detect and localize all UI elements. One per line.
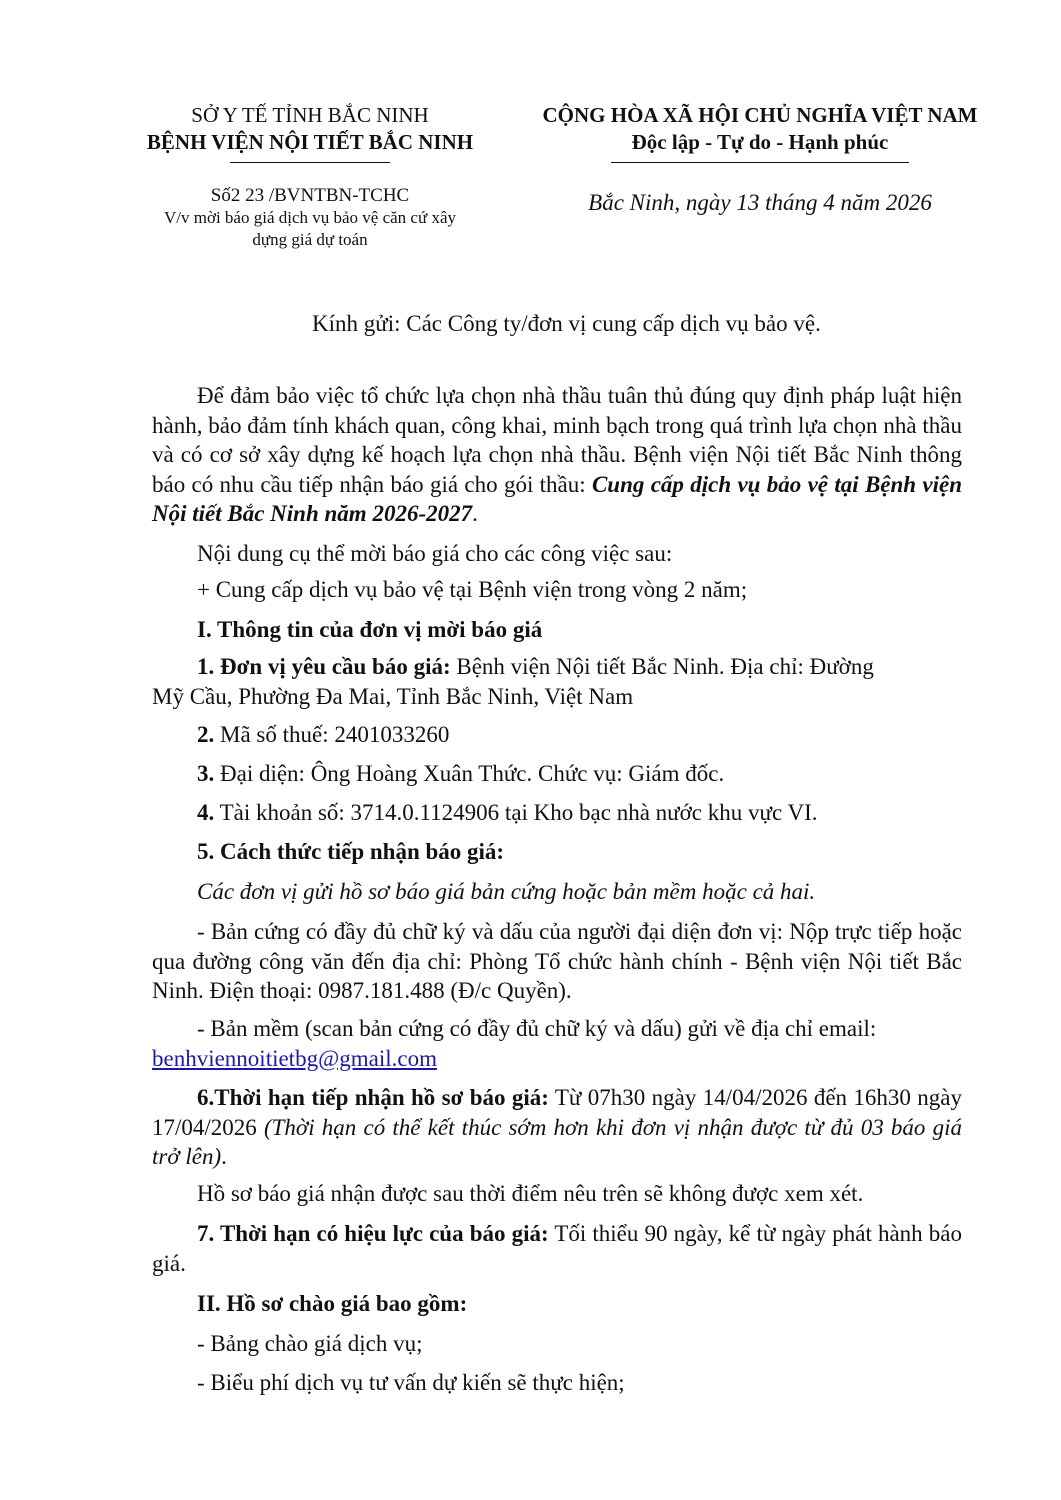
soft-copy-paragraph <box>152 1014 962 1073</box>
hard-copy-text: - Bản cứng có đầy đủ chữ ký và dấu của người đại diện đơn vị: Nộp trực tiếp hoặc qua đường công văn đến địa chỉ: Phòng Tổ chức hành chính - Bệnh viện Nội tiết Bắc Ninh. Điện thoại: 0987.181.488 (Đ/c Quyền). <box>152 919 962 1003</box>
item-5-title: 5. Cách thức tiếp nhận báo giá: <box>197 839 505 864</box>
scope-item: + Cung cấp dịch vụ bảo vệ tại Bệnh viện trong vòng 2 năm; <box>197 577 748 602</box>
representative: Đại diện: Ông Hoàng Xuân Thức. Chức vụ: Giám đốc. <box>214 761 725 786</box>
hospital-name: BỆNH VIỆN NỘI TIẾT BẮC NINH <box>146 130 474 154</box>
section-2-title: II. Hồ sơ chào giá bao gồm: <box>197 1291 468 1316</box>
item-1-text: Bệnh viện Nội tiết Bắc Ninh. Địa chỉ: Đường <box>450 654 874 679</box>
issuer-divider <box>230 162 390 163</box>
hard-copy-paragraph <box>152 917 962 1006</box>
section-2-item: - Bảng chào giá dịch vụ; <box>197 1331 423 1356</box>
intro-text: Để đảm bảo việc tổ chức lựa chọn nhà thầu tuân thủ đúng quy định pháp luật hiện hành, bảo đảm tính khách quan, công khai, minh bạch trong quá trình lựa chọn nhà thầu và có cơ sở xây dựng kế hoạch lựa chọn nhà thầu. Bệnh viện Nội tiết Bắc Ninh thông báo có nhu cầu tiếp nhận báo giá cho gói thầu: <box>152 383 962 497</box>
late-note: Hồ sơ báo giá nhận được sau thời điểm nêu trên sẽ không được xem xét. <box>197 1181 864 1206</box>
document-number: Số2 23 /BVNTBN-TCHC <box>210 185 410 206</box>
place-date: Bắc Ninh, ngày 13 tháng 4 năm 2026 <box>588 190 932 215</box>
intro-paragraph <box>152 381 962 529</box>
item-6-text: Từ 07h30 ngày 14/04/2026 đến 16h30 ngày 17/04/2026 <box>152 1085 962 1140</box>
item-5-note: Các đơn vị gửi hồ sơ báo giá bản cứng hoặc bản mềm hoặc cả hai. <box>197 879 816 904</box>
item-1-label: 1. Đơn vị yêu cầu báo giá: <box>197 654 451 679</box>
issuer-block <box>100 102 520 251</box>
national-header <box>500 102 1020 216</box>
item-2-label: 2. <box>197 722 215 747</box>
item-7 <box>152 1219 962 1278</box>
item-1 <box>152 652 962 711</box>
item-1-address: Mỹ Cầu, Phường Đa Mai, Tỉnh Bắc Ninh, Việt Nam <box>152 683 634 709</box>
soft-copy-text: - Bản mềm (scan bản cứng có đầy đủ chữ ký và dấu) gửi về địa chỉ email: <box>197 1016 877 1041</box>
motto-divider <box>611 162 909 163</box>
national-motto: Độc lập - Tự do - Hạnh phúc <box>631 130 889 154</box>
email-link[interactable]: benhviennoitietbg@gmail.com <box>152 1045 437 1071</box>
item-7-label: 7. Thời hạn có hiệu lực của báo giá: <box>197 1221 549 1246</box>
item-3 <box>197 760 962 788</box>
item-2 <box>197 721 962 749</box>
item-6-end: . <box>221 1144 227 1169</box>
recipient-line: Kính gửi: Các Công ty/đơn vị cung cấp dịch vụ bảo vệ. <box>312 311 821 336</box>
tax-code: Mã số thuế: 2401033260 <box>214 722 450 747</box>
item-6-label: 6.Thời hạn tiếp nhận hồ sơ báo giá: <box>197 1085 549 1110</box>
subject-line-2: dựng giá dự toán <box>252 230 368 249</box>
item-4 <box>197 799 962 827</box>
scope-lead: Nội dung cụ thể mời báo giá cho các công việc sau: <box>197 541 673 566</box>
section-2-item: - Biểu phí dịch vụ tư vấn dự kiến sẽ thực hiện; <box>197 1370 625 1395</box>
bank-account: Tài khoản số: 3714.0.1124906 tại Kho bạc nhà nước khu vực VI. <box>214 800 818 825</box>
section-1-title: I. Thông tin của đơn vị mời báo giá <box>197 617 543 642</box>
country-name: CỘNG HÒA XÃ HỘI CHỦ NGHĨA VIỆT NAM <box>542 103 978 127</box>
item-3-label: 3. <box>197 761 215 786</box>
item-6-note: (Thời hạn có thể kết thúc sớm hơn khi đơn vị nhận được từ đủ 03 báo giá trở lên) <box>152 1114 963 1169</box>
intro-end: . <box>472 501 478 526</box>
department-name: SỞ Y TẾ TỈNH BẮC NINH <box>191 103 429 127</box>
item-6 <box>152 1083 962 1172</box>
item-4-label: 4. <box>197 800 215 825</box>
item-7-text: Tối thiểu 90 ngày, kể từ ngày phát hành báo giá. <box>152 1221 962 1276</box>
subject-line-1: V/v mời báo giá dịch vụ bảo vệ căn cứ xây <box>163 208 456 227</box>
package-name: Cung cấp dịch vụ bảo vệ tại Bệnh viện Nội tiết Bắc Ninh năm 2026-2027 <box>152 471 962 526</box>
